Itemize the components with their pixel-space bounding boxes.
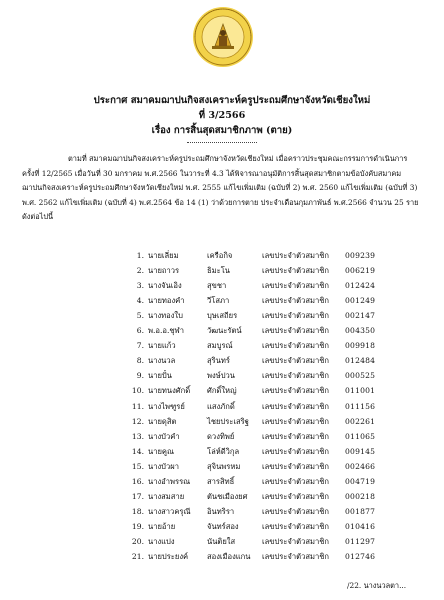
member-number-index: 19. — [131, 521, 144, 531]
member-surname: ดวงทิพย์ — [207, 431, 235, 441]
member-row — [0, 354, 444, 368]
member-surname: เครือกิจ — [207, 251, 233, 260]
member-id: 001249 — [345, 296, 376, 306]
member-name: นายทองคำ — [148, 296, 185, 306]
member-surname: พงษ์ปวน — [207, 371, 235, 381]
member-surname: โล่ห์ดีวิกุล — [207, 446, 240, 456]
member-row — [0, 324, 444, 338]
member-number-index: 15. — [131, 461, 144, 471]
member-surname: สองเมืองแกน — [207, 552, 251, 561]
member-id: 012746 — [345, 552, 376, 561]
member-id: 011297 — [345, 536, 376, 546]
member-row — [0, 249, 444, 263]
member-surname: สุขชา — [207, 281, 227, 291]
member-id-label: เลขประจำตัวสมาชิก — [262, 341, 329, 351]
body-paragraph: ตามที่ สมาคมฌาปนกิจสงเคราะห์ครูประถมศึกษาจังหวัดเชียงใหม่ เมื่อคราวประชุมคณะกรรมการดำเนินการ ครั้งที่ 12/2565 เมื่อวันที่ 30 มกราคม พ.ศ.2566 ในวาระที่ 4.3 ได้พิจารณาอนุมัติการสิ้นสุดสมาชิกตามข้อบังคับสมาคมฌาปนกิจสงเคราะห์ครูประถมศึกษาจังหวัดเชียงใหม่ พ.ศ. 2555 แก้ไขเพิ่มเติม (ฉบับที่ 2) พ.ศ. 2560 แก้ไขเพิ่มเติม (ฉบับที่ 3) พ.ศ. 2562 แก้ไขเพิ่มเติม (ฉบับที่ 4) พ.ศ.2564 ข้อ 14 (1) ว่าด้วยการตาย ประจำเดือนกุมภาพันธ์ พ.ศ.2566 จำนวน 25 ราย ดังต่อไปนี้ — [22, 154, 419, 221]
member-surname: สุจินพรหม — [207, 461, 241, 471]
member-name: นายถาวร — [148, 266, 180, 276]
member-surname: สารสิทธิ์ — [207, 476, 235, 486]
member-row — [0, 535, 444, 549]
member-number-index: 11. — [131, 401, 144, 411]
member-number-index: 3. — [136, 281, 144, 291]
member-surname: สุรินทร์ — [207, 356, 230, 366]
member-id-label: เลขประจำตัวสมาชิก — [262, 552, 329, 561]
member-surname: อินทริรา — [207, 506, 235, 516]
member-number-index: 8. — [136, 356, 144, 366]
member-surname: วีโสภา — [207, 296, 230, 306]
member-row — [0, 400, 444, 414]
member-id-label: เลขประจำตัวสมาชิก — [262, 416, 329, 426]
member-id: 010416 — [345, 521, 376, 531]
announcement-subject: เรื่อง การสิ้นสุดสมาชิกภาพ (ตาย) — [151, 125, 293, 136]
member-name: นายคูณ — [148, 446, 175, 456]
member-id: 012484 — [345, 356, 376, 366]
member-surname: แสงภักดิ์ — [207, 401, 235, 411]
member-number-index: 17. — [131, 491, 144, 501]
announcement-header — [0, 93, 444, 143]
member-name: นายดุสิต — [148, 416, 177, 426]
member-row — [0, 520, 444, 534]
member-number-index: 2. — [136, 266, 144, 276]
member-name: นางแปง — [148, 536, 175, 546]
member-surname: ธิมะโน — [207, 266, 230, 276]
member-id-label: เลขประจำตัวสมาชิก — [262, 281, 329, 291]
member-number-index: 18. — [131, 506, 144, 516]
member-name: นางอำพรรณ — [148, 476, 191, 486]
member-number-index: 6. — [136, 326, 144, 336]
member-name: นายเลี่ยม — [148, 251, 179, 260]
member-id-label: เลขประจำตัวสมาชิก — [262, 251, 329, 260]
member-number-index: 9. — [136, 371, 144, 381]
member-id: 002147 — [345, 311, 376, 321]
member-name: นางสาวครุณี — [148, 506, 191, 516]
member-id-label: เลขประจำตัวสมาชิก — [262, 536, 329, 546]
member-id-label: เลขประจำตัวสมาชิก — [262, 521, 329, 531]
member-name: นางบัวผา — [148, 461, 179, 471]
member-surname: นันติยใส — [207, 536, 236, 546]
member-id-label: เลขประจำตัวสมาชิก — [262, 356, 329, 366]
member-number-index: 4. — [136, 296, 144, 306]
member-row — [0, 294, 444, 308]
member-id: 004719 — [345, 476, 376, 486]
member-name: นางนวล — [148, 356, 176, 366]
member-id-label: เลขประจำตัวสมาชิก — [262, 386, 329, 396]
member-row — [0, 384, 444, 398]
member-name: นางสมสาย — [148, 491, 185, 501]
member-row — [0, 490, 444, 504]
member-id-label: เลขประจำตัวสมาชิก — [262, 266, 329, 276]
member-id-label: เลขประจำตัวสมาชิก — [262, 476, 329, 486]
member-name: นางจันเอิง — [148, 281, 182, 291]
member-row — [0, 460, 444, 474]
member-row — [0, 415, 444, 429]
member-row — [0, 430, 444, 444]
member-id: 011156 — [345, 401, 376, 411]
member-id: 006219 — [345, 266, 376, 276]
member-number-index: 7. — [136, 341, 144, 351]
member-id-label: เลขประจำตัวสมาชิก — [262, 431, 329, 441]
member-id-label: เลขประจำตัวสมาชิก — [262, 446, 329, 456]
member-row — [0, 369, 444, 383]
member-id: 009145 — [345, 446, 376, 456]
member-id: 009239 — [345, 251, 376, 260]
member-name: นางบัวคำ — [148, 431, 180, 441]
header-divider — [187, 142, 257, 143]
member-row — [0, 505, 444, 519]
member-name: นายแก้ว — [148, 341, 176, 351]
member-id-label: เลขประจำตัวสมาชิก — [262, 491, 329, 501]
member-row — [0, 339, 444, 353]
member-name: นางไพฑูรย์ — [148, 401, 185, 411]
announcement-body — [22, 152, 422, 225]
member-number-index: 14. — [131, 446, 144, 456]
member-id: 011001 — [345, 386, 376, 396]
member-number-index: 5. — [136, 311, 144, 321]
member-id: 004350 — [345, 326, 376, 336]
member-id: 000525 — [345, 371, 376, 381]
member-row — [0, 550, 444, 564]
member-surname: ตันชเมืองยศ — [207, 491, 248, 501]
member-id-label: เลขประจำตัวสมาชิก — [262, 311, 329, 321]
member-row — [0, 445, 444, 459]
member-number-index: 21. — [131, 552, 144, 561]
member-id-label: เลขประจำตัวสมาชิก — [262, 461, 329, 471]
member-id-label: เลขประจำตัวสมาชิก — [262, 296, 329, 306]
member-surname: ไชยประเสริฐ — [207, 416, 249, 426]
member-id: 012424 — [345, 281, 376, 291]
member-id-label: เลขประจำตัวสมาชิก — [262, 326, 329, 336]
member-name: นายอ้าย — [148, 521, 176, 531]
member-name: นางทองใบ — [148, 311, 183, 321]
member-surname: วัฒนะรัตน์ — [207, 326, 242, 336]
member-id: 011065 — [345, 431, 376, 441]
member-number-index: 20. — [131, 536, 144, 546]
member-number-index: 13. — [131, 431, 144, 441]
member-surname: บุษเสถียร — [207, 311, 238, 321]
member-number-index: 12. — [131, 416, 144, 426]
announcement-number: ที่ 3/2566 — [198, 110, 246, 121]
member-number-index: 1. — [136, 251, 144, 260]
member-surname: ศักดิ์ใหญ่ — [207, 386, 237, 396]
member-name: นายปั๋น — [148, 371, 172, 381]
continued-note: /22. นางนวลตา... — [347, 581, 407, 590]
association-seal-logo — [192, 6, 254, 68]
member-id-label: เลขประจำตัวสมาชิก — [262, 506, 329, 516]
member-name: นายประยงค์ — [148, 552, 189, 561]
member-row — [0, 264, 444, 278]
member-surname: สมบูรณ์ — [207, 341, 233, 351]
member-surname: จันทร์สอง — [207, 521, 239, 531]
member-row — [0, 309, 444, 323]
member-number-index: 16. — [131, 476, 144, 486]
member-row — [0, 279, 444, 293]
member-id: 001877 — [345, 506, 376, 516]
member-name: นายทนงศักดิ์ — [148, 386, 191, 396]
member-id-label: เลขประจำตัวสมาชิก — [262, 401, 329, 411]
member-row — [0, 475, 444, 489]
member-name: พ.อ.อ.ชุฬา — [148, 326, 184, 336]
member-number-index: 10. — [131, 386, 144, 396]
member-id: 000218 — [345, 491, 376, 501]
member-id: 002466 — [345, 461, 376, 471]
member-id: 002261 — [345, 416, 376, 426]
member-id-label: เลขประจำตัวสมาชิก — [262, 371, 329, 381]
announcement-title: ประกาศ สมาคมฌาปนกิจสงเคราะห์ครูประถมศึกษาจังหวัดเชียงใหม่ — [93, 95, 371, 106]
member-id: 009918 — [345, 341, 376, 351]
